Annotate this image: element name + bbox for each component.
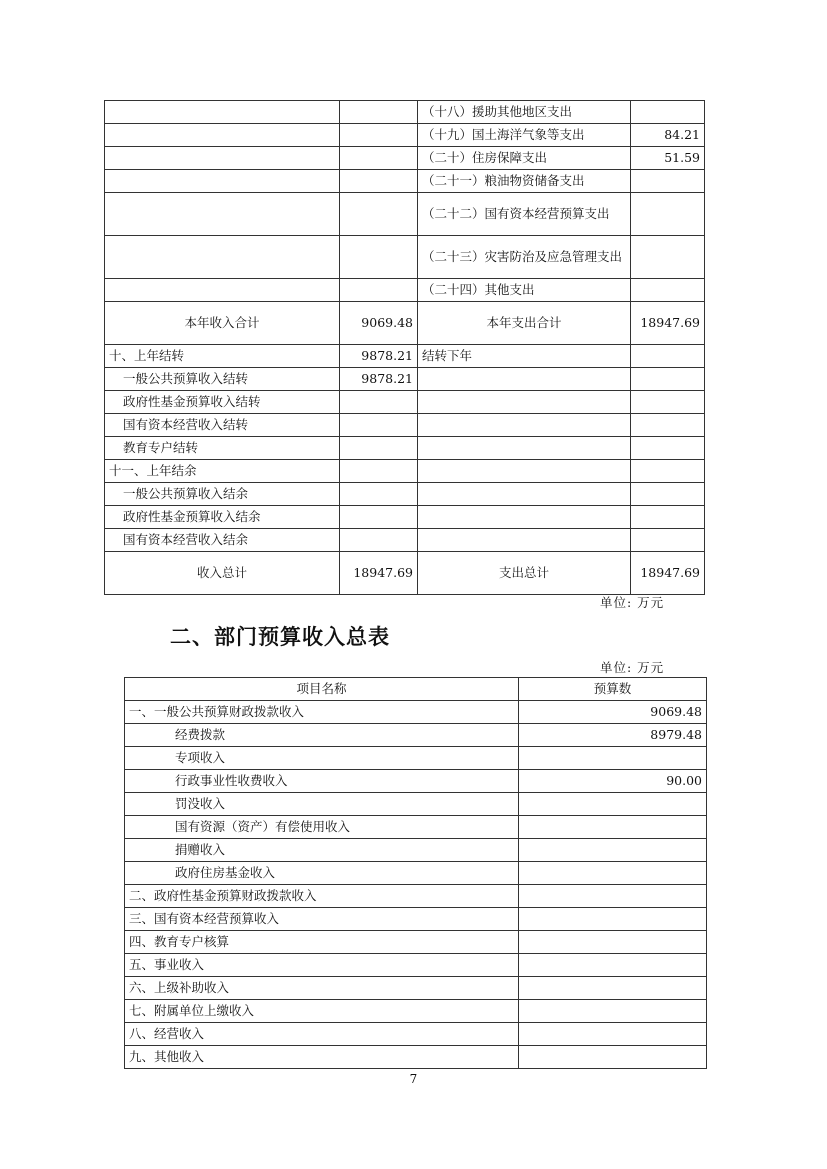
table-row — [125, 816, 707, 839]
table-row — [105, 483, 705, 506]
table-cell — [631, 279, 705, 302]
table-cell — [631, 368, 705, 391]
table-cell: （二十三）灾害防治及应急管理支出 — [418, 236, 631, 279]
table-cell: 政府性基金预算收入结转 — [105, 391, 340, 414]
table-row — [105, 460, 705, 483]
table-cell — [105, 236, 340, 279]
table-cell — [631, 345, 705, 368]
table-cell — [631, 236, 705, 279]
table-row — [125, 954, 707, 977]
table-row — [125, 931, 707, 954]
table-cell: 经费拨款 — [125, 724, 519, 747]
table-row — [125, 885, 707, 908]
table-row — [105, 170, 705, 193]
unit-label: 单位: 万元 — [600, 660, 665, 675]
table-cell — [519, 954, 707, 977]
table-cell: 五、事业收入 — [125, 954, 519, 977]
table-cell: 八、经营收入 — [125, 1023, 519, 1046]
table-cell: （十九）国土海洋气象等支出 — [418, 124, 631, 147]
table-cell: 二、政府性基金预算财政拨款收入 — [125, 885, 519, 908]
table-row — [125, 908, 707, 931]
table-cell — [519, 908, 707, 931]
table-cell — [631, 193, 705, 236]
table-cell — [631, 101, 705, 124]
table-cell — [418, 414, 631, 437]
table-row — [125, 793, 707, 816]
table-cell: 本年收入合计 — [105, 302, 340, 345]
table-cell: （十八）援助其他地区支出 — [418, 101, 631, 124]
table-cell: 六、上级补助收入 — [125, 977, 519, 1000]
table-header-row — [125, 678, 707, 701]
table-cell — [418, 483, 631, 506]
page-number: 7 — [409, 1072, 418, 1086]
table-cell: 七、附属单位上缴收入 — [125, 1000, 519, 1023]
table-cell — [105, 170, 340, 193]
table-cell: 9069.48 — [340, 302, 418, 345]
table-cell — [631, 414, 705, 437]
table-cell: 收入总计 — [105, 552, 340, 595]
table-cell — [631, 170, 705, 193]
table-cell — [340, 193, 418, 236]
table-cell: 一、一般公共预算财政拨款收入 — [125, 701, 519, 724]
table-cell — [519, 839, 707, 862]
table-cell: 九、其他收入 — [125, 1046, 519, 1069]
table-cell: 国有资源（资产）有偿使用收入 — [125, 816, 519, 839]
table-cell — [631, 391, 705, 414]
table-cell — [631, 460, 705, 483]
table-cell: （二十一）粮油物资储备支出 — [418, 170, 631, 193]
table-cell — [519, 862, 707, 885]
table-row — [125, 1023, 707, 1046]
table-cell — [519, 747, 707, 770]
table-cell — [105, 101, 340, 124]
table-cell: 18947.69 — [340, 552, 418, 595]
column-header-name: 项目名称 — [125, 678, 519, 701]
table-row — [105, 552, 705, 595]
table-row — [105, 147, 705, 170]
table-cell: 行政事业性收费收入 — [125, 770, 519, 793]
table-cell: 四、教育专户核算 — [125, 931, 519, 954]
table-row — [105, 236, 705, 279]
table-cell: 9878.21 — [340, 345, 418, 368]
table-cell — [631, 506, 705, 529]
table-row — [105, 506, 705, 529]
table-cell — [105, 279, 340, 302]
table-cell — [340, 170, 418, 193]
table-row — [125, 770, 707, 793]
table-cell — [340, 236, 418, 279]
table-cell: 9878.21 — [340, 368, 418, 391]
table-row — [105, 193, 705, 236]
table-cell — [519, 885, 707, 908]
table-row — [105, 302, 705, 345]
table-cell — [519, 1000, 707, 1023]
table-cell: 84.21 — [631, 124, 705, 147]
table-cell — [340, 529, 418, 552]
table-row — [105, 101, 705, 124]
table-cell: 8979.48 — [519, 724, 707, 747]
table-row — [105, 529, 705, 552]
table-cell — [418, 506, 631, 529]
table-cell — [105, 193, 340, 236]
table-cell: 十、上年结转 — [105, 345, 340, 368]
table-cell: 捐赠收入 — [125, 839, 519, 862]
table-cell — [519, 816, 707, 839]
table-cell — [418, 460, 631, 483]
table-row — [125, 977, 707, 1000]
table-row — [125, 747, 707, 770]
table-row — [105, 414, 705, 437]
table-cell — [631, 483, 705, 506]
table-cell: 三、国有资本经营预算收入 — [125, 908, 519, 931]
table-cell: 本年支出合计 — [418, 302, 631, 345]
table-row — [125, 1000, 707, 1023]
table-row — [125, 839, 707, 862]
table-cell — [519, 1023, 707, 1046]
table-row — [125, 701, 707, 724]
table-cell — [105, 124, 340, 147]
section-title: 二、部门预算收入总表 — [170, 625, 390, 649]
table-row — [125, 724, 707, 747]
table-cell — [340, 483, 418, 506]
table-cell: 18947.69 — [631, 552, 705, 595]
table-cell — [340, 124, 418, 147]
table-cell: 51.59 — [631, 147, 705, 170]
table-cell — [340, 391, 418, 414]
table-cell: 罚没收入 — [125, 793, 519, 816]
table-cell — [631, 437, 705, 460]
table-row — [105, 124, 705, 147]
table-cell — [340, 506, 418, 529]
table-cell: （二十二）国有资本经营预算支出 — [418, 193, 631, 236]
table-cell: 政府性基金预算收入结余 — [105, 506, 340, 529]
table-cell — [519, 931, 707, 954]
table-cell: 专项收入 — [125, 747, 519, 770]
table-cell: 90.00 — [519, 770, 707, 793]
income-expenditure-summary-table — [104, 100, 705, 595]
table-cell — [418, 391, 631, 414]
table-cell: （二十）住房保障支出 — [418, 147, 631, 170]
table-cell — [340, 147, 418, 170]
table-cell — [340, 101, 418, 124]
table-cell: 18947.69 — [631, 302, 705, 345]
table-cell — [631, 529, 705, 552]
table-cell: 结转下年 — [418, 345, 631, 368]
table-cell — [340, 279, 418, 302]
table-cell — [340, 414, 418, 437]
table-row — [125, 1046, 707, 1069]
table-cell: 教育专户结转 — [105, 437, 340, 460]
table-row — [105, 279, 705, 302]
table-cell: 政府住房基金收入 — [125, 862, 519, 885]
table-cell: 一般公共预算收入结余 — [105, 483, 340, 506]
table-cell: 支出总计 — [418, 552, 631, 595]
table-cell — [418, 437, 631, 460]
table-cell: 国有资本经营收入结余 — [105, 529, 340, 552]
table-cell — [519, 793, 707, 816]
table-cell — [418, 529, 631, 552]
table-row — [105, 368, 705, 391]
table-row — [105, 391, 705, 414]
table-cell: （二十四）其他支出 — [418, 279, 631, 302]
unit-label: 单位: 万元 — [600, 595, 665, 610]
table-row — [105, 437, 705, 460]
table-cell: 9069.48 — [519, 701, 707, 724]
table-cell — [340, 460, 418, 483]
table-row — [125, 862, 707, 885]
table-cell — [418, 368, 631, 391]
table-cell: 十一、上年结余 — [105, 460, 340, 483]
table-cell — [105, 147, 340, 170]
table-cell — [340, 437, 418, 460]
column-header-amount: 预算数 — [519, 678, 707, 701]
department-budget-income-table — [124, 677, 707, 1069]
table-cell: 国有资本经营收入结转 — [105, 414, 340, 437]
table-cell — [519, 977, 707, 1000]
table-cell — [519, 1046, 707, 1069]
table-row — [105, 345, 705, 368]
table-cell: 一般公共预算收入结转 — [105, 368, 340, 391]
